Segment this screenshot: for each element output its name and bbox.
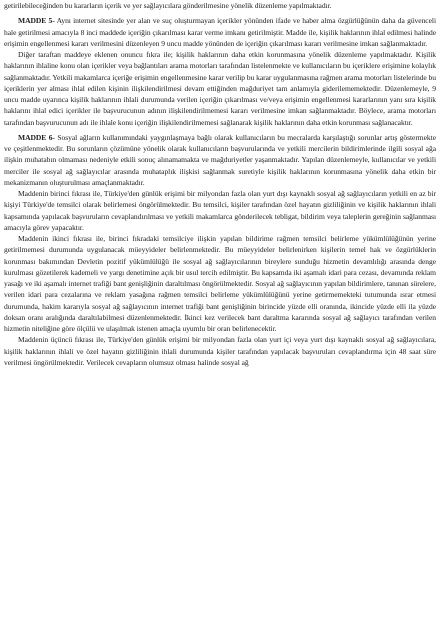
paragraph: [4, 15, 436, 49]
paragraph: [4, 233, 436, 334]
paragraph-text: getirilebileceğinden bu kararların içerik ve yer sağlayıcılara gönderilmesine yönelik düzenleme yapılmaktadır.: [4, 1, 332, 10]
paragraph-text: Sosyal ağların kullanımındaki yaygınlaşmaya bağlı olarak kullanıcıların bu mecralarda karşılaştığı sorunlar artış göstermekte ve çeşitlenmektedir. Bu sorunların çözümüne yönelik olarak kullanıcıların başvurularında ve yetkili mercilerin bildirimlerinde ilgili sosyal ağa ilişkin muhatabın olmaması nedeniyle etkili sonuç alınamamakta ve mağduriyetler yaşanmaktadır. Yapılan düzenlemeyle, kullanıcılar ve yetkili merciler ile sosyal ağ sağlayıcılar arasında muhataplık ilişkisi sağlanmak suretiyle kişilik haklarının korunmasına yönelik daha etkin bir mekanizmanın oluşturulması amaçlanmaktadır.: [4, 132, 436, 187]
article-heading: MADDE 5-: [18, 16, 55, 26]
paragraph-text: Aynı internet sitesinde yer alan ve suç oluşturmayan içerikler yönünden ifade ve haber alma özgürlüğünün daha da güvenceli hale getirilmesi amacıyla 8 inci maddede içeriğin çıkarılması karar verme imkanı getirilmiştir. Madde ile, kişilik haklarının ihlal edilmesi halinde erişimin engellenmesi kararı verilmesini düzenleyen 9 uncu madde yönünden de içeriğin çıkarılması kararı verilmesine imkan sağlanmaktadır.: [4, 16, 437, 48]
article-heading: MADDE 6-: [18, 132, 55, 142]
paragraph: [4, 49, 436, 128]
paragraph-text: Diğer taraftan maddeye eklenen onuncu fıkra ile; kişilik haklarının daha etkin korunmasına yönelik düzenleme yapılmaktadır. Kişilik haklarının ihlaline konu olan içerikler veya bağlantıları arama motorları tarafından listelenmekte ve kullanıcıların bu içeriklere erişimine kolaylık sağlanmaktadır. Yetkili makamlarca içeriğe erişimin engellenmesine karar verilip bu karar uygulanmasına rağmen arama motorları listelerinde bu içeriklerin yer alması ihlal edilen kişinin ilişkilendirilmesi devam ettiğinden mağduriyet tam anlamıyla giderilememektedir. Düzenlemeyle, 9 uncu madde uyarınca kişilik haklarının ihlali durumunda verilen içeriğin çıkarılması ve/veya erişimin engellenmesi kararlarının yanı sıra kişilik haklarını ihlal edici içerikler ile başvurucunun adının ilişkilendirilmemesi kararı verilmesine imkan sağlanmaktadır. Böylece, arama motorları tarafından başvurucunun adı ile ihlale konu içeriğin ilişkilendirilmemesi sağlanarak kişilik haklarının daha etkin korunması sağlanacaktır.: [4, 50, 436, 127]
paragraph: [4, 132, 436, 188]
paragraph-text: Maddenin ikinci fıkrası ile, birinci fıkradaki temsilciye ilişkin yapılan bildirime rağmen temsilci belirleme yükümlülüğünün yerine getirilmemesi durumunda uygulanacak müeyyideler belirlenmektedir. Bu müeyyideler belirlenirken kişilerin temel hak ve özgürlüklerin korunması bakımından Devletin pozitif yükümlülüğü ile sosyal ağ sağlayıcılarının bireylere sunduğu hizmetin devamlılığı arasında denge kurulması gözetilerek kademeli ve yargı denetimine açık bir usul tercih edilmiştir. Bu kapsamda iki aşamalı idari para cezası, devamında reklam yasağı ve iki aşamalı internet trafiği bant genişliğinin daraltılması öngörülmektedir. Sosyal ağ sağlayıcının yapılan bildirimlere, tanınan sürelere, verilen idari para cezalarına ve reklam yasağına rağmen temsilci belirleme yükümlülüğünü yerine getirmemekteki tutumunda ısrar etmesi durumunda, hakim kararıyla sosyal ağ sağlayıcının internet trafiği bant genişliğinin birincide yüzde elli oranında, ikincide yüzde elli ila yüzde doksan oranı aralığında daraltılabilmesi düzenlenmektedir. İkinci kez verilecek bant daraltma kararında sosyal ağ sağlayıcı tarafından verilen hizmetin niteliğine göre ölçülü ve ulaşılmak istenen amaçla uyumlu bir oran belirlenecektir.: [4, 234, 436, 333]
paragraph-text: Maddenin üçüncü fıkrası ile, Türkiye'den günlük erişimi bir milyondan fazla olan yurt içi veya yurt dışı kaynaklı sosyal ağ sağlayıcılara, kişilik haklarının ihlali ve özel hayatın gizliliğinin ihlali durumunda kişiler tarafından yapılacak başvuruları cevaplandırma için 48 saat süre verilmesi öngörülmektedir. Verilecek cevapların olumsuz olması halinde sosyal ağ: [4, 335, 436, 367]
paragraph: [4, 334, 436, 368]
paragraph-text: Maddenin birinci fıkrası ile, Türkiye'den günlük erişimi bir milyondan fazla olan yurt dışı kaynaklı sosyal ağ sağlayıcıların yetkili en az bir kişiyi Türkiye'de temsilci olarak belirlemesi öngörülmektedir. Bu temsilci, kişiler tarafından özel hayatın gizliliğinin ve kişilik haklarının ihlali kapsamında yapılacak başvuruların cevaplandırılması ve yetkili makamlarca gönderilecek tebligat, bildirim veya taleplerin gereğinin sağlanması amacıyla görev yapacaktır.: [4, 189, 436, 232]
paragraph: [4, 188, 436, 233]
document-body: [4, 0, 436, 368]
paragraph: [4, 0, 436, 11]
